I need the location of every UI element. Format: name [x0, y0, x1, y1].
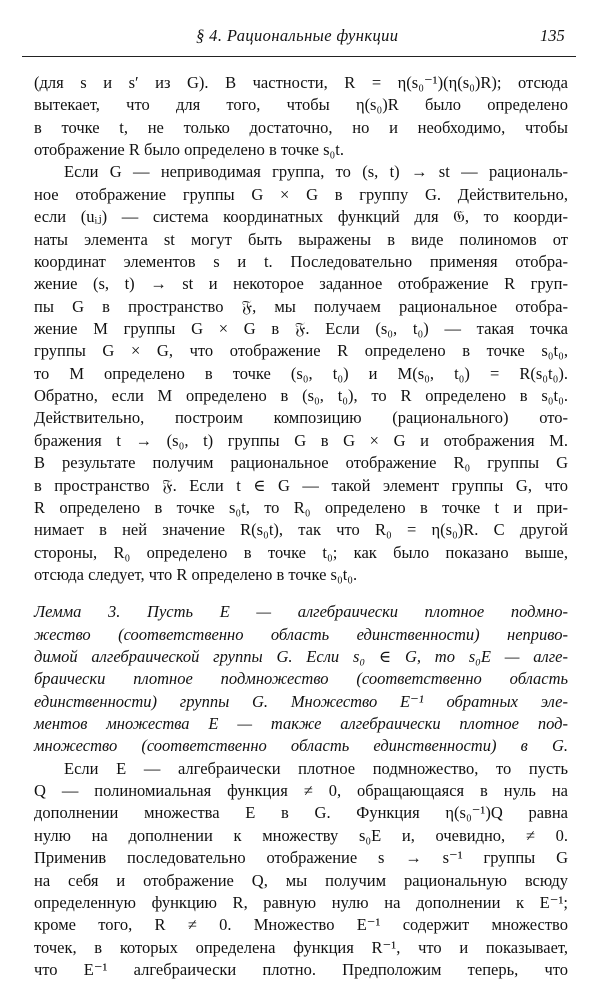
text-line: пы G в пространство 𝔉, мы получаем рациональное отобра-: [34, 297, 568, 316]
text-line: на себя и отображение Q, мы получим рациональную всюду: [34, 871, 568, 890]
lemma-line: браически плотное подмножество (соответственно область: [34, 669, 568, 688]
text-line: Q — полиномиальная функция ≠ 0, обращающаяся в нуль на: [34, 781, 568, 800]
text-line: дополнении множества E в G. Функция η(s₀⁻¹)Q равна: [34, 803, 568, 822]
lemma-line: жество (соответственно область единственности) неприво-: [34, 625, 568, 644]
text-line: Если E — алгебраически плотное подмножество, то пусть: [64, 759, 568, 778]
lemma-line: ментов множества E — также алгебраически плотное под-: [34, 714, 568, 733]
header-rule: [22, 56, 576, 57]
text-line: бражения t → (s₀, t) группы G в G × G и отображения M.: [34, 431, 568, 450]
lemma-line: множество (соответственно область единственности) в G.: [34, 736, 568, 755]
text-line: нулю на дополнении к множеству s₀E и, очевидно, ≠ 0.: [34, 826, 568, 845]
text-line: жение M группы G × G в 𝔉. Если (s₀, t₀) — такая точка: [34, 319, 568, 338]
text-line: Действительно, построим композицию (рационального) ото-: [34, 408, 568, 427]
text-line: Обратно, если M определено в (s₀, t₀), то R определено в s₀t₀.: [34, 386, 568, 405]
text-line: в точке t, не только достаточно, но и необходимо, чтобы: [34, 118, 568, 137]
text-line: Если G — неприводимая группа, то (s, t) → st — рациональ-: [64, 162, 568, 181]
text-line: отсюда следует, что R определено в точке s₀t₀.: [34, 565, 358, 584]
text-line: определенную функцию R, равную нулю на дополнении к E⁻¹;: [34, 893, 568, 912]
text-line: стороны, R₀ определено в точке t₀; как было показано выше,: [34, 543, 568, 562]
page-number: 135: [540, 26, 565, 45]
text-line: отображение R было определено в точке s₀t.: [34, 140, 344, 159]
text-line: то M определено в точке (s₀, t₀) и M(s₀, t₀) = R(s₀t₀).: [34, 364, 568, 383]
text-line: R определено в точке s₀t, то R₀ определено в точке t и при-: [34, 498, 568, 517]
text-line: В результате получим рациональное отображение R₀ группы G: [34, 453, 568, 472]
text-line: наты элемента st могут быть выражены в виде полиномов от: [34, 230, 568, 249]
text-line: если (uᵢⱼ) — система координатных функций для 𝔊, то коорди-: [34, 207, 568, 226]
lemma-line: Лемма 3. Пусть E — алгебраически плотное подмно-: [34, 602, 568, 621]
text-line: точек, в которых определена функция R⁻¹, что и показывает,: [34, 938, 568, 957]
text-line: группы G × G, что отображение R определено в точке s₀t₀,: [34, 341, 568, 360]
text-line: жение (s, t) → st и некоторое заданное отображение R груп-: [34, 274, 568, 293]
text-line: что E⁻¹ алгебраически плотно. Предположим теперь, что: [34, 960, 568, 979]
text-line: нимает в ней значение R(s₀t), так что R₀ = η(s₀)R. С другой: [34, 520, 568, 539]
text-line: кроме того, R ≠ 0. Множество E⁻¹ содержит множество: [34, 915, 568, 934]
text-line: ное отображение группы G × G в группу G. Действительно,: [34, 185, 568, 204]
text-line: Применив последовательно отображение s → s⁻¹ группы G: [34, 848, 568, 867]
text-line: вытекает, что для того, чтобы η(s₀)R было определено: [34, 95, 568, 114]
page-header: [0, 26, 603, 50]
running-title: § 4. Рациональные функции: [196, 26, 399, 45]
lemma-line: единственности) группы G. Множество E⁻¹ обратных эле-: [34, 692, 568, 711]
text-line: в пространство 𝔉. Если t ∈ G — такой элемент группы G, что: [34, 476, 568, 495]
text-line: (для s и s′ из G). В частности, R = η(s₀⁻¹)(η(s₀)R); отсюда: [34, 73, 568, 92]
text-line: координат элементов s и t. Последовательно применяя отобра-: [34, 252, 568, 271]
lemma-line: димой алгебраической группы G. Если s₀ ∈ G, то s₀E — алге-: [34, 647, 568, 666]
